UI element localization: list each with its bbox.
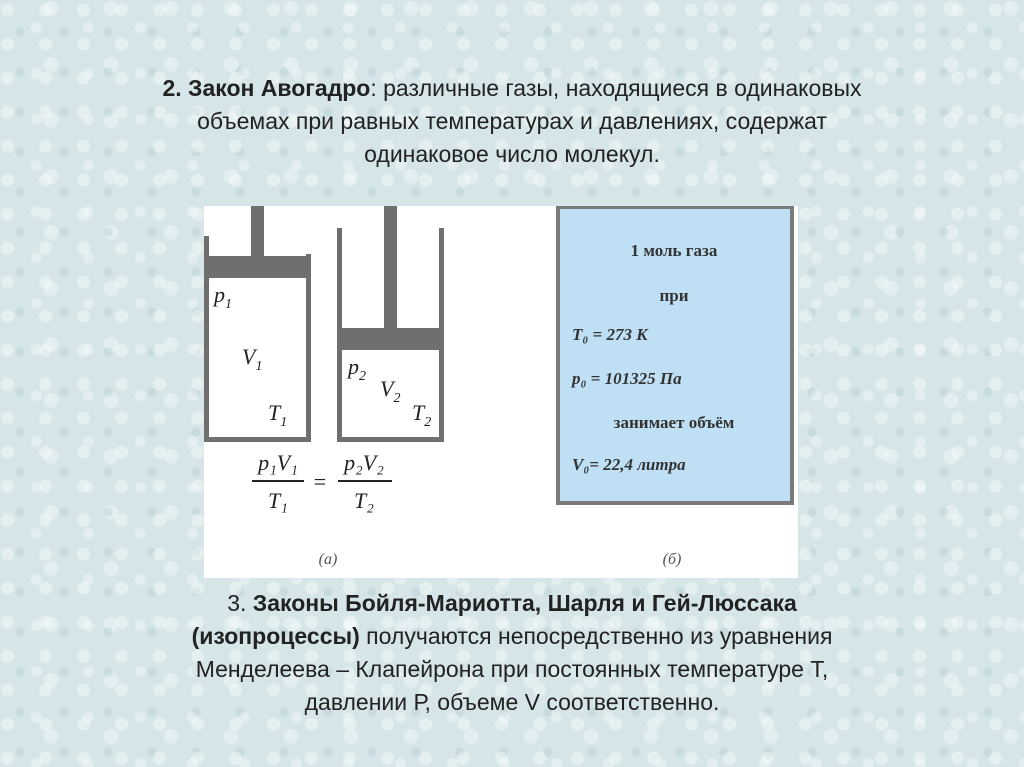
box-line-6: V₀= 22,4 литра <box>572 455 686 474</box>
law3-name2: (изопроцессы) <box>191 623 360 649</box>
eq-denominator-right: T₂ <box>354 488 374 513</box>
eq-denominator-left: T₁ <box>268 488 288 513</box>
isoprocess-law-text <box>0 587 1024 719</box>
box-line-4: p₀ = 101325 Па <box>572 369 682 388</box>
eq-fraction-bar-right <box>338 480 392 482</box>
label-v1: $V_1$ <box>242 344 263 374</box>
cylinder-2-bottom <box>337 437 444 442</box>
law2-name: Закон Авогадро <box>188 75 371 101</box>
piston-1 <box>204 256 311 278</box>
eq-numerator-right: p₂V₂ <box>344 450 384 475</box>
label-t2: $T_2$ <box>412 400 432 430</box>
caption-a: (a) <box>318 551 338 568</box>
gas-law-figure <box>204 206 798 578</box>
piston-2-rod <box>384 206 397 330</box>
label-v2: $V_2$ <box>380 376 401 406</box>
label-p2: $p_2$ <box>348 354 366 384</box>
eq-equals-sign: = <box>313 469 327 494</box>
cylinder-1-bottom <box>204 437 311 442</box>
avogadro-line-1 <box>0 72 1024 105</box>
box-line-2: при <box>659 286 689 305</box>
figure-svg <box>204 206 798 578</box>
cylinder-2 <box>337 206 444 442</box>
cylinder-1-right-wall <box>306 254 311 442</box>
law3-number: 3. <box>227 590 247 616</box>
cylinder-1 <box>204 206 311 442</box>
law2-number: 2. <box>162 75 182 101</box>
law3-name: Законы Бойля-Мариотта, Шарля и Гей-Люссака <box>252 590 797 616</box>
caption-b: (б) <box>662 551 682 568</box>
law3-line-1 <box>0 587 1024 620</box>
piston-2 <box>337 328 444 350</box>
piston-1-rod <box>251 206 264 258</box>
avogadro-law-text <box>0 72 1024 171</box>
label-t1: $T_1$ <box>268 400 288 430</box>
law3-line-4: давлении Р, объеме V соответственно. <box>304 689 720 715</box>
law3-line2-rest: получаются непосредственно из уравнения <box>359 623 833 649</box>
combined-gas-law-equation <box>252 450 392 513</box>
eq-fraction-bar-left <box>252 480 304 482</box>
avogadro-line-2: объемах при равных температурах и давлениях, содержат <box>197 108 827 134</box>
box-line-5: занимает объём <box>613 413 735 432</box>
box-line-3: T₀ = 273 K <box>572 325 648 344</box>
label-p1: $p_1$ <box>214 282 232 312</box>
eq-numerator-left: p₁V₁ <box>258 450 298 475</box>
law3-line-3: Менделеева – Клапейрона при постоянных температуре Т, <box>195 656 829 682</box>
law3-line-2 <box>0 620 1024 653</box>
law2-line1-rest: : различные газы, находящиеся в одинаковых <box>370 75 862 101</box>
avogadro-line-3: одинаковое число молекул. <box>364 141 660 167</box>
box-line-1: 1 моль газа <box>630 241 718 260</box>
